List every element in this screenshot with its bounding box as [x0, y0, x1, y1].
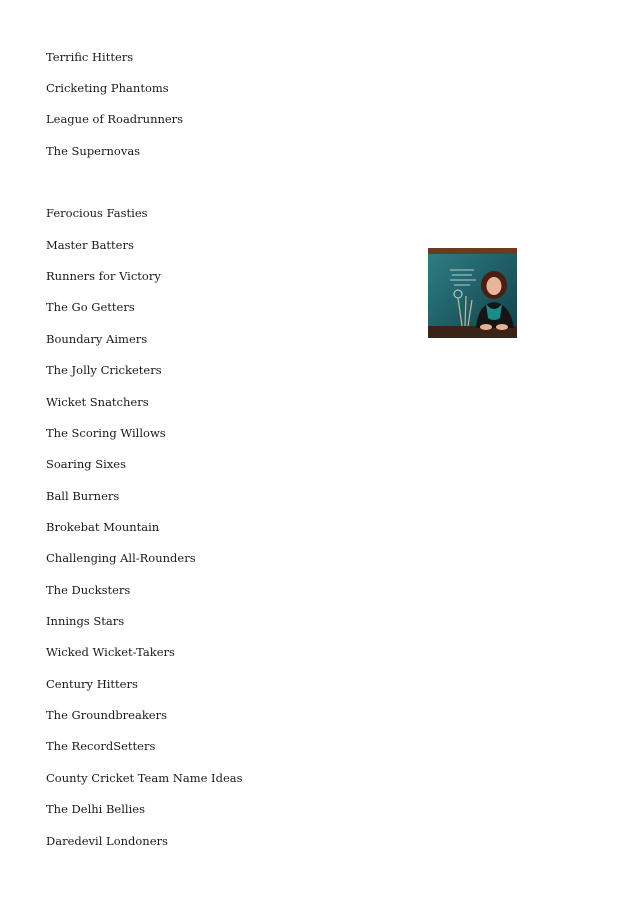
list-item: The Jolly Cricketers — [46, 363, 162, 377]
list-item: Terrific Hitters — [46, 50, 134, 64]
list-item: The Go Getters — [46, 300, 135, 314]
list-item: The Scoring Willows — [46, 426, 166, 440]
list-item: Century Hitters — [46, 677, 138, 691]
list-item: The Groundbreakers — [46, 708, 168, 722]
list-item: The Supernovas — [46, 144, 141, 158]
list-item: Challenging All-Rounders — [46, 551, 196, 565]
list-item: Ball Burners — [46, 489, 120, 503]
list-item: Wicket Snatchers — [46, 395, 149, 409]
list-item: Daredevil Londoners — [46, 834, 168, 848]
list-item: The RecordSetters — [46, 739, 156, 753]
list-item: Innings Stars — [46, 614, 125, 628]
list-item: The Delhi Bellies — [46, 802, 145, 816]
list-item: League of Roadrunners — [46, 112, 184, 126]
author-photo — [428, 248, 517, 338]
list-item: Soaring Sixes — [46, 457, 127, 471]
list-item: Boundary Aimers — [46, 332, 148, 346]
list-item: Master Batters — [46, 238, 134, 252]
list-item: Brokebat Mountain — [46, 520, 160, 534]
list-item: County Cricket Team Name Ideas — [46, 771, 243, 785]
list-item: Cricketing Phantoms — [46, 81, 169, 95]
list-item: Ferocious Fasties — [46, 206, 148, 220]
list-item: Wicked Wicket-Takers — [46, 645, 175, 659]
list-item: Runners for Victory — [46, 269, 161, 283]
list-item: The Ducksters — [46, 583, 131, 597]
